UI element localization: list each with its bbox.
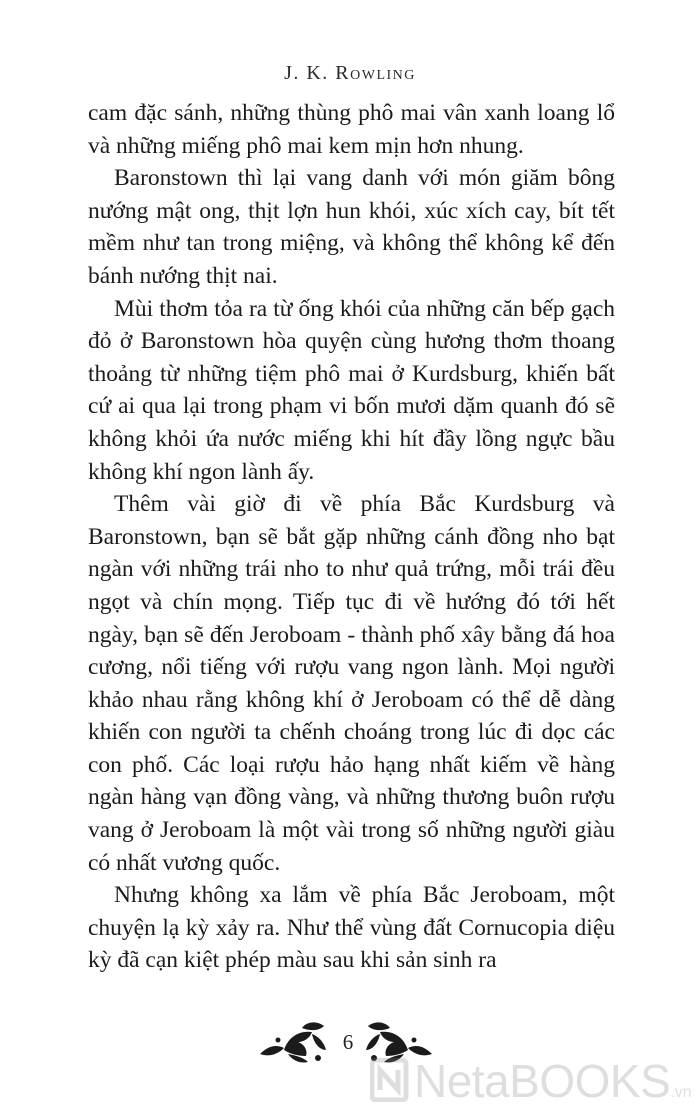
paragraph: Nhưng không xa lắm về phía Bắc Jeroboam, một chuyện lạ kỳ xảy ra. Như thể vùng đất Cornucopia diệu kỳ đã cạn kiệt phép màu sau khi sản sinh ra [88,882,615,974]
paragraph: Thêm vài giờ đi về phía Bắc Kurdsburg và Baronstown, bạn sẽ bắt gặp những cánh đồng nho bạt ngàn với những trái nho to như quả trứng, mỗi trái đều ngọt và chín mọng. Tiếp tục đi về hướng đó tới hết ngày, bạn sẽ đến Jeroboam - thành phố xây bằng đá hoa cương, nổi tiếng với rượu vang ngon lành. Mọi người khảo nhau rằng không khí ở Jeroboam có thể dễ dàng khiến con người ta chếnh choáng trong lúc đi dọc các con phố. Các loại rượu hảo hạng nhất kiếm về hàng ngàn hàng vạn đồng vàng, và những thương buôn rượu vang ở Jeroboam là một vài trong số những người giàu có nhất vương quốc. [88,491,615,876]
author-name: J. K. Rowling [284,62,416,84]
paragraph: cam đặc sánh, những thùng phô mai vân xanh loang lổ và những miếng phô mai kem mịn hơn nhung. [88,100,615,159]
paragraph: Mùi thơm tỏa ra từ ống khói của những căn bếp gạch đỏ ở Baronstown hòa quyện cùng hương thơm thoang thoảng từ những tiệm phô mai ở Kurdsburg, khiến bất cứ ai qua lại trong phạm vi bốn mươi dặm quanh đó sẽ không khỏi ứa nước miếng khi hít đầy lồng ngực bầu không khí ngon lành ấy. [88,295,615,485]
running-header [0,62,700,85]
body-text [88,97,615,977]
floral-ornament-icon [258,1020,330,1066]
page-number: 6 [342,1030,354,1054]
watermark-text: NetaBOOKS.vn [414,1055,692,1107]
netabooks-logo-icon [370,1058,410,1102]
watermark [370,1052,690,1112]
paragraph: Baronstown thì lại vang danh với món giăm bông nướng mật ong, thịt lợn hun khói, xúc xích cay, bít tết mềm như tan trong miệng, và không thể không kể đến bánh nướng thịt nai. [88,165,615,289]
